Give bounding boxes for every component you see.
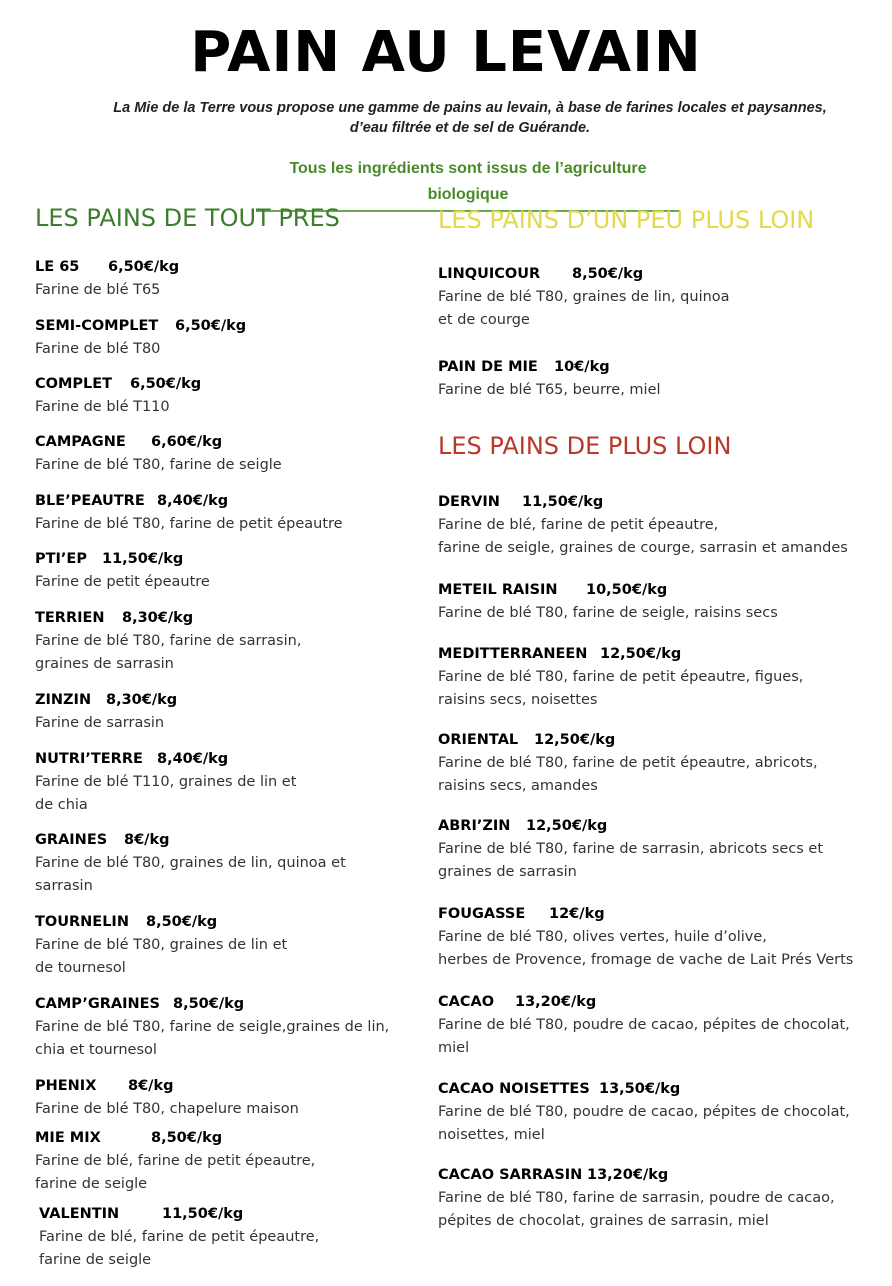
item-header [35, 257, 180, 277]
item-description [438, 926, 853, 972]
item-name: FOUGASSE [438, 906, 526, 922]
item-description-line: Farine de blé T80, farine de seigle [35, 457, 282, 473]
section-title-pres: LES PAINS DE TOUT PRES [35, 204, 340, 232]
item-name: MEDITTERRANEEN [438, 646, 588, 662]
item-description [35, 1098, 299, 1121]
item-name: GRAINES [35, 832, 108, 848]
item-header [438, 1165, 835, 1185]
item-description-line: Farine de blé T80, farine de petit épeautre, figues, [438, 669, 804, 685]
intro-line-2: d’eau filtrée et de sel de Guérande. [349, 120, 591, 136]
intro-text [100, 98, 840, 138]
item-price: 12,50€/kg [526, 818, 608, 834]
item-price: 6,50€/kg [108, 259, 180, 275]
item-description [438, 1014, 850, 1060]
item-description-line: Farine de blé T80, poudre de cacao, pépites de chocolat, [438, 1104, 850, 1120]
item-price: 12€/kg [549, 906, 605, 922]
item-description [35, 396, 170, 419]
item-description-line: et de courge [438, 312, 530, 328]
item-price: 8,30€/kg [106, 692, 178, 708]
item-description-line: sarrasin [35, 878, 93, 894]
item-name: PHENIX [35, 1078, 97, 1094]
item-name: DERVIN [438, 494, 500, 510]
item-description-line: chia et tournesol [35, 1042, 157, 1058]
item-name: CAMP’GRAINES [35, 996, 160, 1012]
item-description-line: Farine de blé T80, graines de lin et [35, 937, 288, 953]
item-price: 11,50€/kg [522, 494, 604, 510]
item-header [35, 994, 389, 1014]
item-description-line: Farine de blé T80, farine de petit épeautre [35, 516, 343, 532]
item-name: VALENTIN [39, 1206, 120, 1222]
item-price: 13,50€/kg [599, 1081, 681, 1097]
item-header [438, 357, 661, 377]
item-description [35, 1016, 389, 1062]
item-name: BLE’PEAUTRE [35, 493, 145, 509]
menu-item [438, 1165, 835, 1233]
item-price: 8,50€/kg [572, 266, 644, 282]
item-price: 8,50€/kg [173, 996, 245, 1012]
item-header [35, 316, 247, 336]
item-description [35, 934, 287, 980]
item-header [438, 492, 848, 512]
item-description [438, 1187, 835, 1233]
item-price: 12,50€/kg [600, 646, 682, 662]
menu-item [35, 1076, 299, 1121]
menu-item [438, 1079, 850, 1147]
item-description-line: Farine de blé T80, chapelure maison [35, 1101, 299, 1117]
item-price: 13,20€/kg [587, 1167, 669, 1183]
item-name: COMPLET [35, 376, 113, 392]
item-description-line: Farine de blé T80, farine de sarrasin, [35, 633, 302, 649]
item-description-line: de chia [35, 797, 88, 813]
menu-item [35, 690, 178, 735]
item-description [35, 630, 301, 676]
item-price: 8,50€/kg [151, 1130, 223, 1146]
item-header [438, 992, 850, 1012]
item-header [35, 549, 210, 569]
item-price: 10€/kg [554, 359, 610, 375]
item-price: 8,30€/kg [122, 610, 194, 626]
item-description-line: Farine de blé T80, graines de lin, quinoa [438, 289, 730, 305]
item-price: 8,40€/kg [157, 493, 229, 509]
menu-item [35, 549, 210, 594]
item-name: PTI’EP [35, 551, 87, 567]
item-name: ORIENTAL [438, 732, 519, 748]
menu-item [35, 994, 389, 1062]
item-description [35, 454, 282, 477]
item-description-line: Farine de sarrasin [35, 715, 165, 731]
item-description [35, 771, 296, 817]
item-header [35, 912, 287, 932]
item-description-line: farine de seigle [39, 1252, 152, 1268]
item-description-line: raisins secs, noisettes [438, 692, 598, 708]
menu-item [438, 730, 818, 798]
item-description [438, 514, 848, 560]
item-header [35, 432, 282, 452]
item-price: 11,50€/kg [102, 551, 184, 567]
item-description-line: Farine de blé T80, farine de sarrasin, abricots secs et [438, 841, 824, 857]
item-price: 8,50€/kg [146, 914, 218, 930]
item-description [35, 1150, 315, 1196]
item-description [438, 666, 803, 712]
item-description [438, 1101, 850, 1147]
item-price: 8€/kg [128, 1078, 174, 1094]
item-name: SEMI-COMPLET [35, 318, 159, 334]
item-description [35, 513, 343, 536]
item-description [438, 838, 823, 884]
item-name: PAIN DE MIE [438, 359, 538, 375]
item-description-line: herbes de Provence, fromage de vache de Lait Prés Verts [438, 952, 854, 968]
item-header [35, 690, 178, 710]
item-header [438, 644, 803, 664]
item-description-line: pépites de chocolat, graines de sarrasin, miel [438, 1213, 769, 1229]
item-description [35, 712, 164, 735]
item-header [438, 580, 778, 600]
item-description [438, 286, 730, 332]
item-description-line: farine de seigle [35, 1176, 148, 1192]
menu-item [35, 491, 343, 536]
item-description-line: Farine de blé T110, graines de lin et [35, 774, 297, 790]
item-price: 10,50€/kg [586, 582, 668, 598]
item-description-line: Farine de blé T65, beurre, miel [438, 382, 661, 398]
menu-item [438, 992, 850, 1060]
menu-item [438, 357, 661, 402]
menu-item [39, 1204, 319, 1272]
item-header [35, 491, 343, 511]
item-header [35, 1076, 299, 1096]
item-description-line: Farine de blé, farine de petit épeautre, [39, 1229, 320, 1245]
item-description [438, 602, 778, 625]
item-description-line: Farine de blé T80 [35, 341, 161, 357]
item-description-line: Farine de blé T80, graines de lin, quinoa et [35, 855, 346, 871]
item-description-line: Farine de blé T80, farine de petit épeautre, abricots, [438, 755, 818, 771]
item-price: 13,20€/kg [515, 994, 597, 1010]
item-description-line: Farine de blé T80, farine de seigle, raisins secs [438, 605, 778, 621]
item-description-line: Farine de blé T80, olives vertes, huile d’olive, [438, 929, 767, 945]
item-header [438, 816, 823, 836]
menu-item [35, 749, 296, 817]
menu-item [35, 374, 202, 419]
item-name: TERRIEN [35, 610, 105, 626]
item-description [35, 338, 160, 361]
menu-item [438, 644, 803, 712]
item-description-line: Farine de petit épeautre [35, 574, 210, 590]
item-description-line: Farine de blé, farine de petit épeautre, [438, 517, 719, 533]
item-description [39, 1226, 319, 1272]
menu-item [438, 580, 778, 625]
menu-item [35, 316, 247, 361]
item-description-line: Farine de blé T80, farine de sarrasin, poudre de cacao, [438, 1190, 835, 1206]
section-title-peu-loin: LES PAINS D’UN PEU PLUS LOIN [438, 206, 815, 234]
menu-item [35, 432, 282, 477]
section-title-loin: LES PAINS DE PLUS LOIN [438, 432, 732, 460]
item-header [438, 904, 853, 924]
item-description-line: graines de sarrasin [438, 864, 577, 880]
item-name: NUTRI’TERRE [35, 751, 143, 767]
item-description-line: Farine de blé T80, farine de seigle,graines de lin, [35, 1019, 390, 1035]
item-header [39, 1204, 319, 1224]
item-description-line: Farine de blé T110 [35, 399, 170, 415]
item-description-line: raisins secs, amandes [438, 778, 598, 794]
item-description-line: graines de sarrasin [35, 656, 174, 672]
menu-item [35, 257, 180, 302]
item-name: LINQUICOUR [438, 266, 541, 282]
item-header [35, 1128, 315, 1148]
item-header [35, 830, 346, 850]
item-price: 6,60€/kg [151, 434, 223, 450]
item-description-line: miel [438, 1040, 470, 1056]
item-name: ZINZIN [35, 692, 92, 708]
item-description-line: de tournesol [35, 960, 126, 976]
menu-item [35, 912, 287, 980]
item-price: 12,50€/kg [534, 732, 616, 748]
menu-item [35, 830, 346, 898]
item-header [35, 749, 296, 769]
intro-line-1: La Mie de la Terre vous propose une gamme de pains au levain, à base de farines locales et paysannes, [113, 100, 827, 116]
item-price: 8€/kg [124, 832, 170, 848]
item-name: TOURNELIN [35, 914, 129, 930]
item-header [438, 264, 730, 284]
item-name: LE 65 [35, 259, 80, 275]
item-header [438, 730, 818, 750]
menu-item [35, 608, 301, 676]
item-name: CACAO SARRASIN [438, 1167, 583, 1183]
item-description [438, 752, 818, 798]
item-price: 6,50€/kg [130, 376, 202, 392]
page-title: PAIN AU LEVAIN [190, 20, 702, 85]
item-name: CACAO [438, 994, 495, 1010]
bio-note: Tous les ingrédients sont issus de l’agriculture biologique [256, 156, 680, 212]
item-description-line: noisettes, miel [438, 1127, 545, 1143]
menu-item [35, 1128, 315, 1196]
item-description [438, 379, 661, 402]
item-header [35, 608, 301, 628]
item-description-line: Farine de blé T80, poudre de cacao, pépites de chocolat, [438, 1017, 850, 1033]
item-description [35, 279, 160, 302]
item-description [35, 852, 346, 898]
item-price: 6,50€/kg [175, 318, 247, 334]
item-description-line: Farine de blé T65 [35, 282, 161, 298]
menu-item [438, 492, 848, 560]
item-header [438, 1079, 850, 1099]
menu-item [438, 264, 730, 332]
item-price: 8,40€/kg [157, 751, 229, 767]
item-description-line: farine de seigle, graines de courge, sarrasin et amandes [438, 540, 848, 556]
item-description-line: Farine de blé, farine de petit épeautre, [35, 1153, 316, 1169]
item-name: METEIL RAISIN [438, 582, 558, 598]
item-price: 11,50€/kg [162, 1206, 244, 1222]
menu-item [438, 816, 823, 884]
item-name: MIE MIX [35, 1130, 101, 1146]
item-name: CAMPAGNE [35, 434, 126, 450]
item-name: CACAO NOISETTES [438, 1081, 590, 1097]
menu-item [438, 904, 853, 972]
item-header [35, 374, 202, 394]
item-name: ABRI’ZIN [438, 818, 511, 834]
item-description [35, 571, 210, 594]
